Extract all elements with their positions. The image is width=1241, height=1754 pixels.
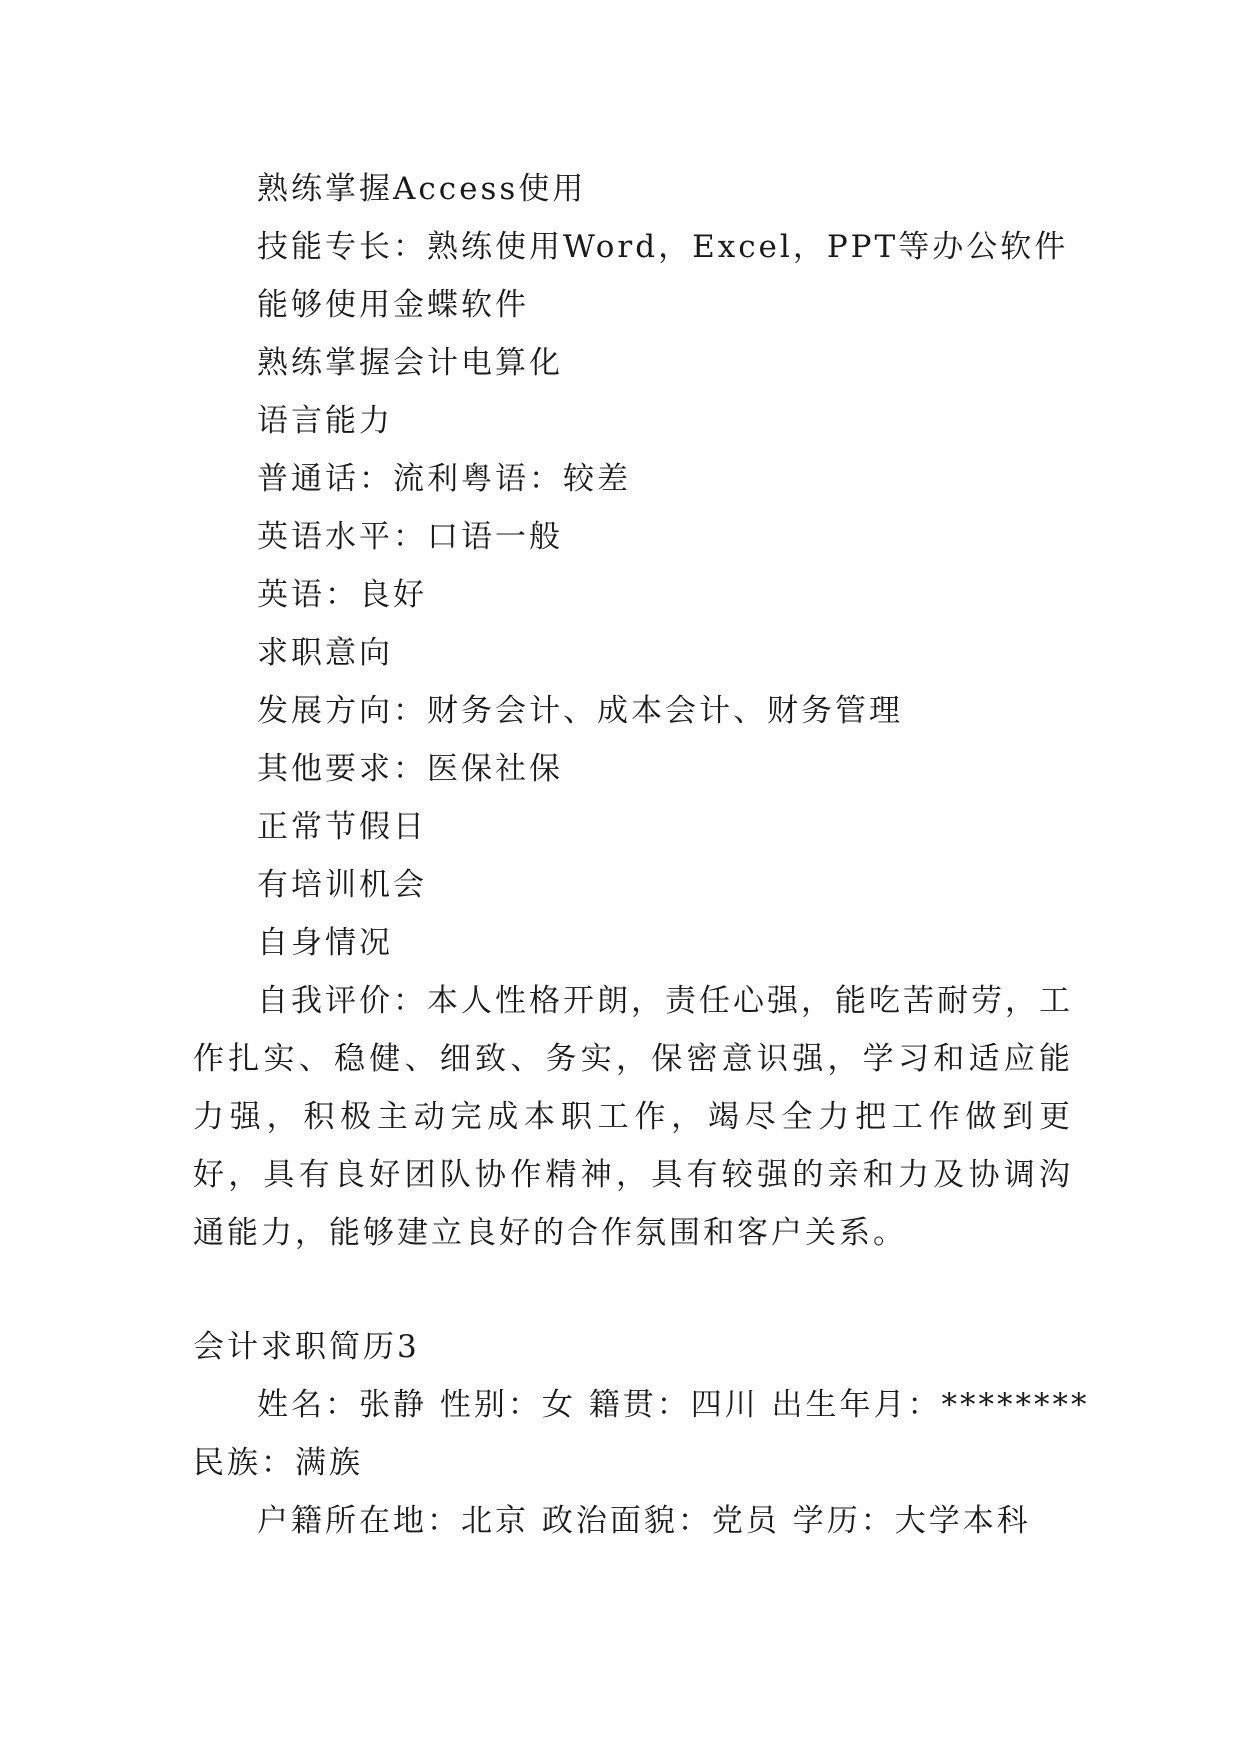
- text-line-computerized-accounting: 熟练掌握会计电算化: [257, 345, 563, 381]
- text-line-mandarin-cantonese: 普通话：流利粤语：较差: [257, 461, 631, 497]
- spacer: [193, 1262, 1073, 1318]
- section-heading-language: 语言能力: [257, 403, 393, 439]
- text-line-training: 有培训机会: [257, 867, 427, 903]
- text-line-access: 熟练掌握Access使用: [257, 171, 587, 207]
- text-line-career-direction: 发展方向：财务会计、成本会计、财务管理: [257, 693, 903, 729]
- resume-3-info-line-2: 户籍所在地：北京 政治面貌：党员 学历：大学本科: [257, 1503, 1031, 1539]
- text-line-english-level: 英语水平：口语一般: [257, 519, 563, 555]
- resume-3-info-line-1: 姓名：张静 性别：女 籍贯：四川 出生年月：********: [257, 1387, 1090, 1423]
- document-body: [193, 160, 1090, 1550]
- section-heading-self: 自身情况: [257, 925, 393, 961]
- resume-3-info-line-1-continued: 民族：满族: [193, 1445, 363, 1481]
- text-line-skills: 技能专长：熟练使用Word，Excel，PPT等办公软件: [257, 229, 1069, 265]
- text-line-english: 英语：良好: [257, 577, 427, 613]
- section-heading-job-intention: 求职意向: [257, 635, 393, 671]
- self-evaluation-paragraph: 自我评价：本人性格开朗，责任心强，能吃苦耐劳，工作扎实、稳健、细致、务实，保密意识强，学习和适应能力强，积极主动完成本职工作，竭尽全力把工作做到更好，具有良好团队协作精神，具有较强的亲和力及协调沟通能力，能够建立良好的合作氛围和客户关系。: [193, 983, 1073, 1251]
- text-line-holidays: 正常节假日: [257, 809, 427, 845]
- text-line-other-requirements: 其他要求：医保社保: [257, 751, 563, 787]
- resume-3-title: 会计求职简历3: [193, 1329, 420, 1365]
- text-line-kingdee: 能够使用金蝶软件: [257, 287, 529, 323]
